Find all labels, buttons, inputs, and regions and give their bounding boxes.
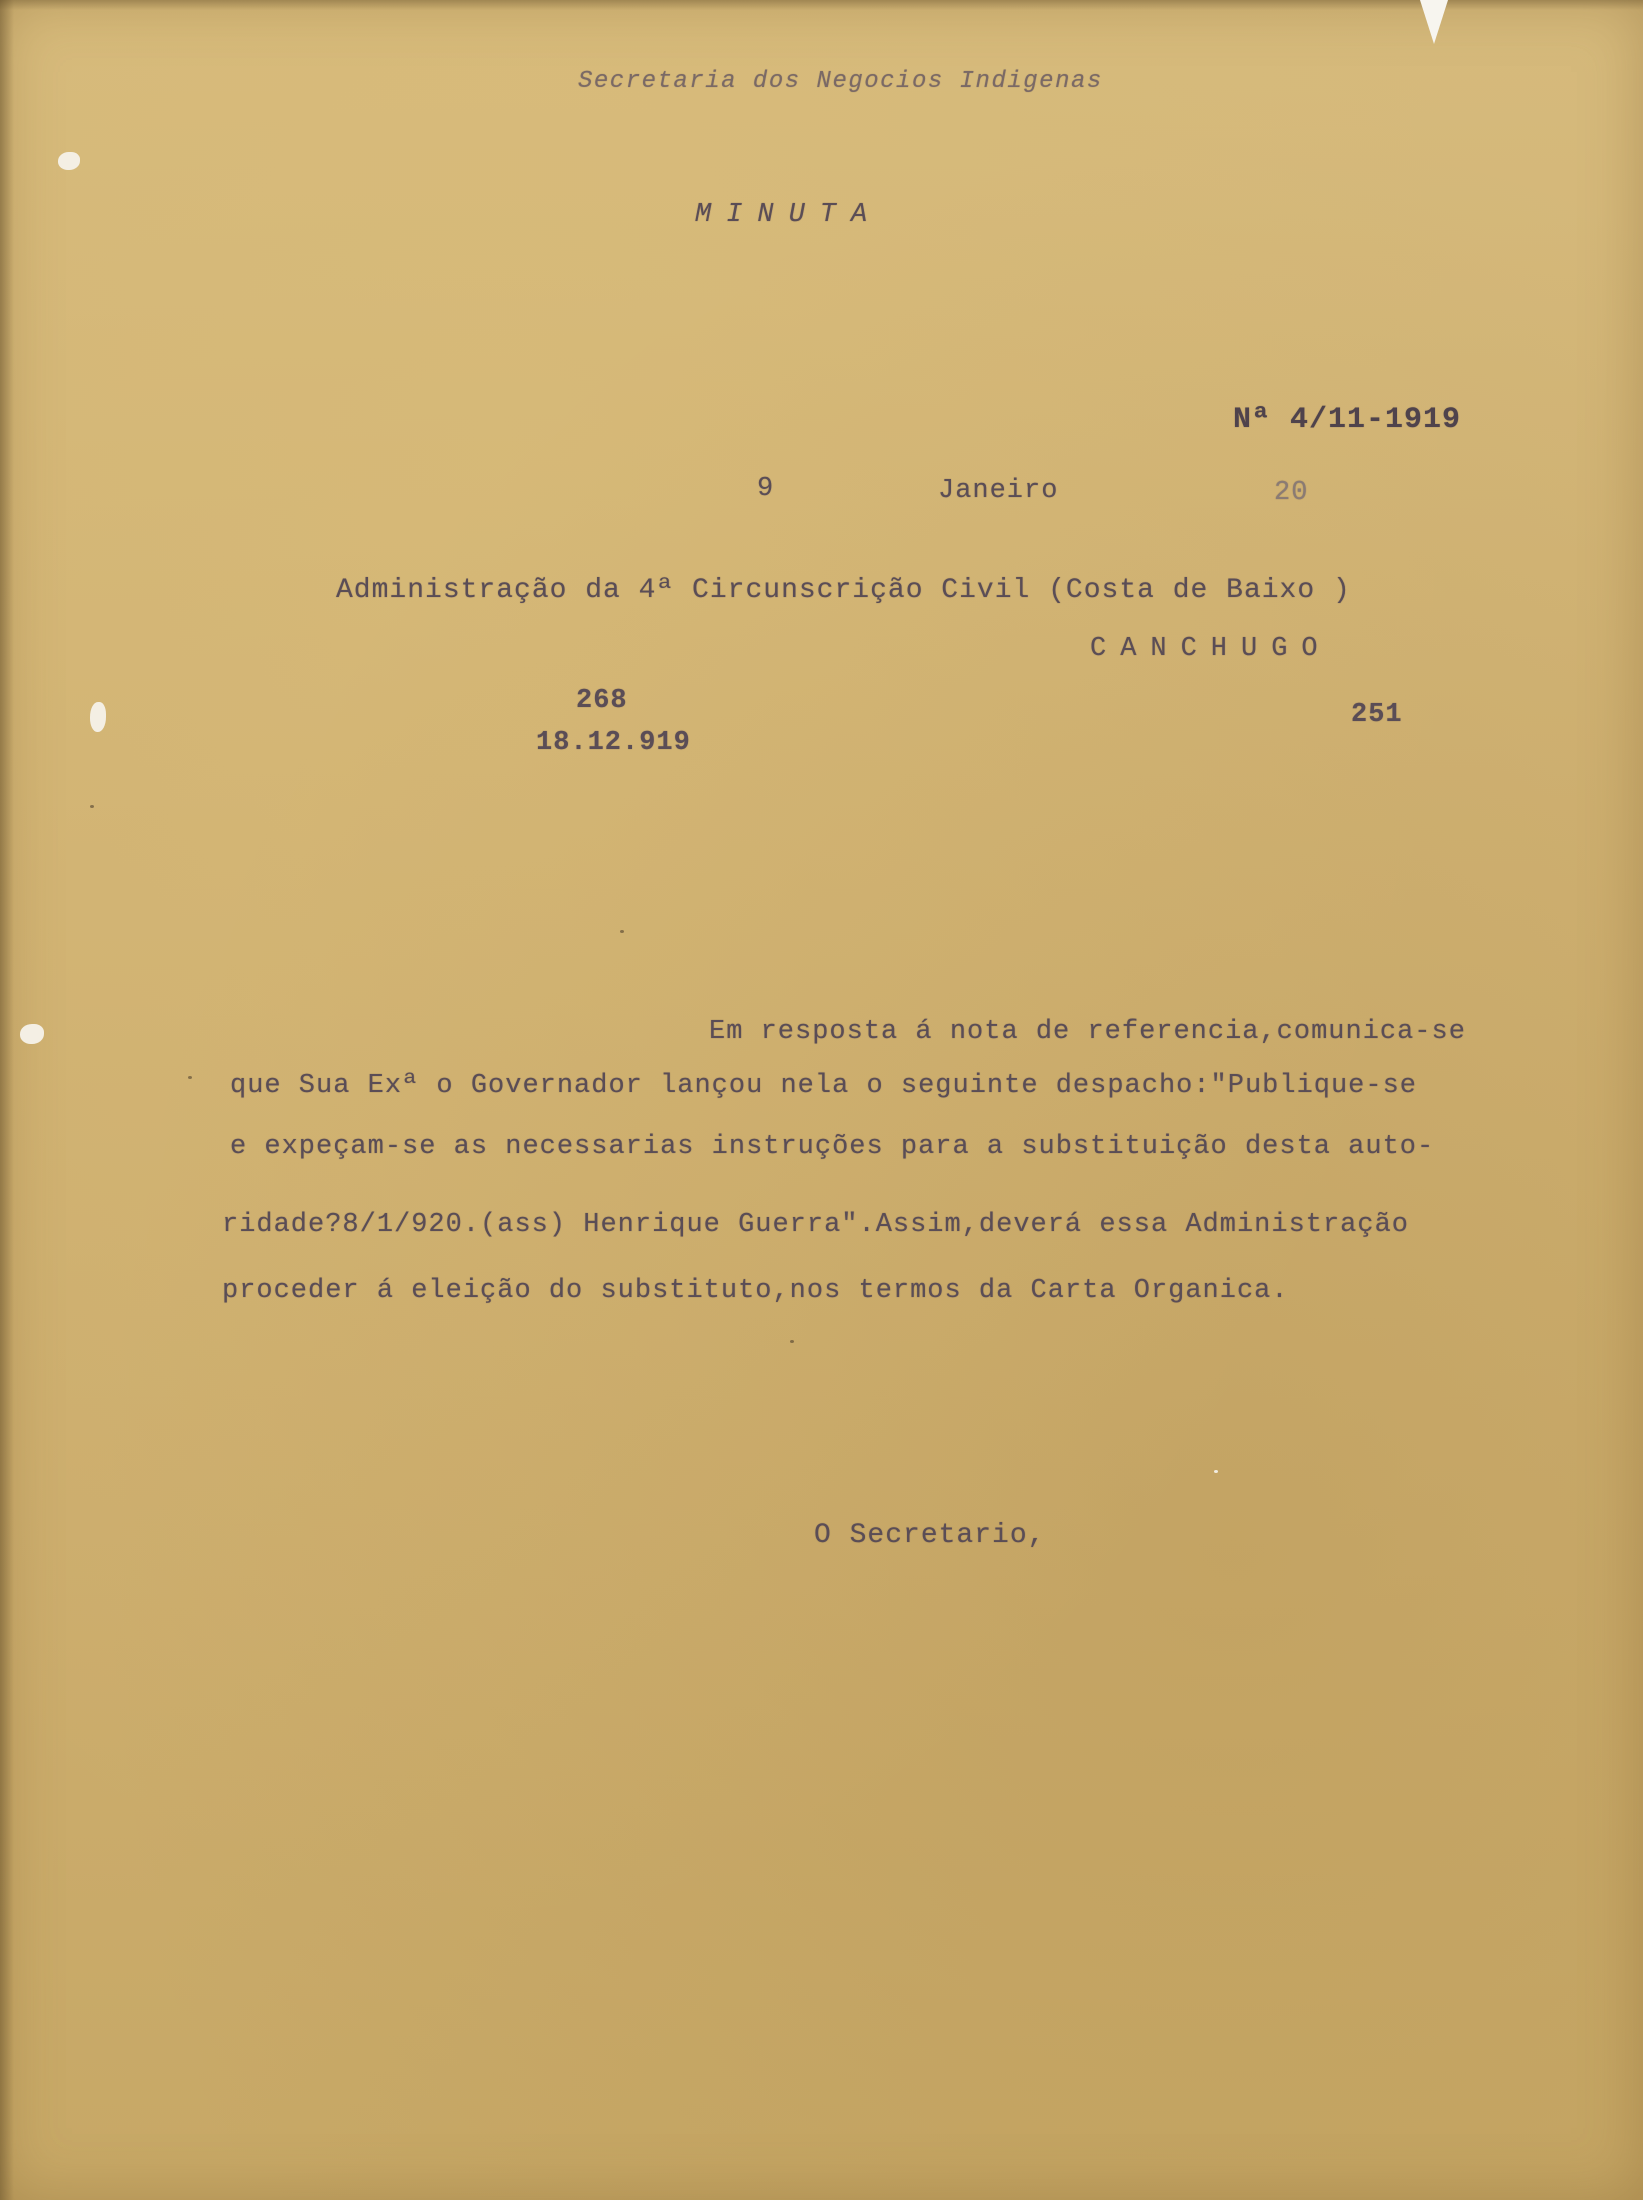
- paper-edge-shadow: [0, 0, 14, 2200]
- signature-line: O Secretario,: [814, 1520, 1046, 1551]
- punch-hole-middle: [90, 702, 106, 732]
- other-number: 251: [1351, 700, 1403, 730]
- paper-tear: [1420, 0, 1448, 44]
- ink-speck: [790, 1340, 794, 1343]
- ink-speck: [1214, 1470, 1218, 1473]
- letterhead: Secretaria dos Negocios Indigenas: [578, 68, 1103, 95]
- reference-number: Nª 4/11-1919: [1233, 403, 1462, 437]
- their-reference-number: 268: [576, 686, 628, 716]
- addressee: Administração da 4ª Circunscrição Civil (Costa de Baixo ): [336, 575, 1351, 606]
- ink-speck: [620, 930, 624, 933]
- body-line: ridade?8/1/920.(ass) Henrique Guerra".Assim,deverá essa Administração: [222, 1210, 1409, 1240]
- ink-speck: [188, 1076, 192, 1079]
- body-line: que Sua Exª o Governador lançou nela o seguinte despacho:"Publique-se: [230, 1071, 1417, 1101]
- body-line: Em resposta á nota de referencia,comunica-se: [709, 1017, 1466, 1047]
- place-name: CANCHUGO: [1090, 634, 1332, 664]
- ink-speck: [90, 805, 94, 808]
- punch-hole-bottom: [20, 1024, 44, 1044]
- date-year: 20: [1274, 478, 1309, 508]
- body-line: proceder á eleição do substituto,nos termos da Carta Organica.: [222, 1276, 1289, 1306]
- their-reference-date: 18.12.919: [536, 728, 691, 758]
- punch-hole-top: [58, 152, 80, 170]
- body-line: e expeçam-se as necessarias instruções para a substituição desta auto-: [230, 1132, 1435, 1162]
- date-day: 9: [757, 474, 775, 504]
- paper-top-shadow: [0, 0, 1643, 10]
- document-title: MINUTA: [695, 200, 883, 230]
- date-month: Janeiro: [938, 476, 1059, 506]
